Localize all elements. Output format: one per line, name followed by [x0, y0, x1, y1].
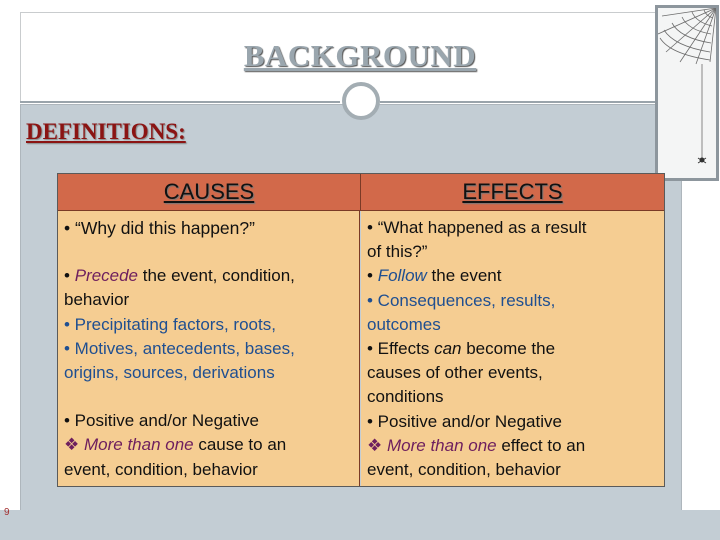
causes-cell — [58, 211, 360, 486]
causes-motives-line: • Motives, antecedents, bases, — [64, 338, 295, 358]
effects-cell — [361, 211, 664, 486]
effects-question-line2: of this?” — [367, 242, 428, 262]
effects-conditions-line: conditions — [367, 387, 444, 407]
page-number: 9 — [4, 507, 10, 518]
causes-last-line: event, condition, behavior — [64, 459, 258, 479]
causes-posneg-line: • Positive and/or Negative — [64, 411, 259, 431]
effects-causes-line: causes of other events, — [367, 363, 543, 383]
spiderweb-icon — [655, 5, 719, 181]
effects-header: EFFECTS — [361, 174, 664, 211]
causes-header: CAUSES — [58, 174, 361, 211]
footer-bar — [0, 510, 720, 540]
effects-posneg-line: • Positive and/or Negative — [367, 411, 562, 431]
diamond-bullet-icon: ❖ — [367, 435, 383, 455]
causes-behavior-line: behavior — [64, 290, 130, 310]
effects-outcomes-line: outcomes — [367, 314, 441, 334]
causes-more-line: ❖ More than one cause to an — [64, 435, 287, 455]
causes-effects-table — [57, 173, 665, 487]
slide-title: BACKGROUND — [243, 38, 477, 73]
causes-question: • “Why did this happen?” — [64, 218, 255, 238]
effects-can-line: • Effects can become the — [367, 339, 556, 359]
effects-question-line1: • “What happened as a result — [367, 218, 587, 237]
definitions-heading: DEFINITIONS: — [26, 119, 186, 144]
diamond-bullet-icon: ❖ — [64, 435, 80, 455]
effects-follow-line: • Follow the event — [367, 266, 502, 286]
divider-circle-icon — [342, 82, 380, 120]
effects-last-line: event, condition, behavior — [367, 460, 561, 480]
effects-consequences-line: • Consequences, results, — [367, 290, 556, 310]
effects-more-line: ❖ More than one effect to an — [367, 435, 586, 455]
causes-precede-line: • Precede the event, condition, — [64, 266, 295, 286]
divider-left — [20, 101, 340, 103]
causes-factors-line: • Precipitating factors, roots, — [64, 314, 276, 334]
divider-right — [380, 101, 680, 103]
causes-origins-line: origins, sources, derivations — [64, 363, 275, 383]
